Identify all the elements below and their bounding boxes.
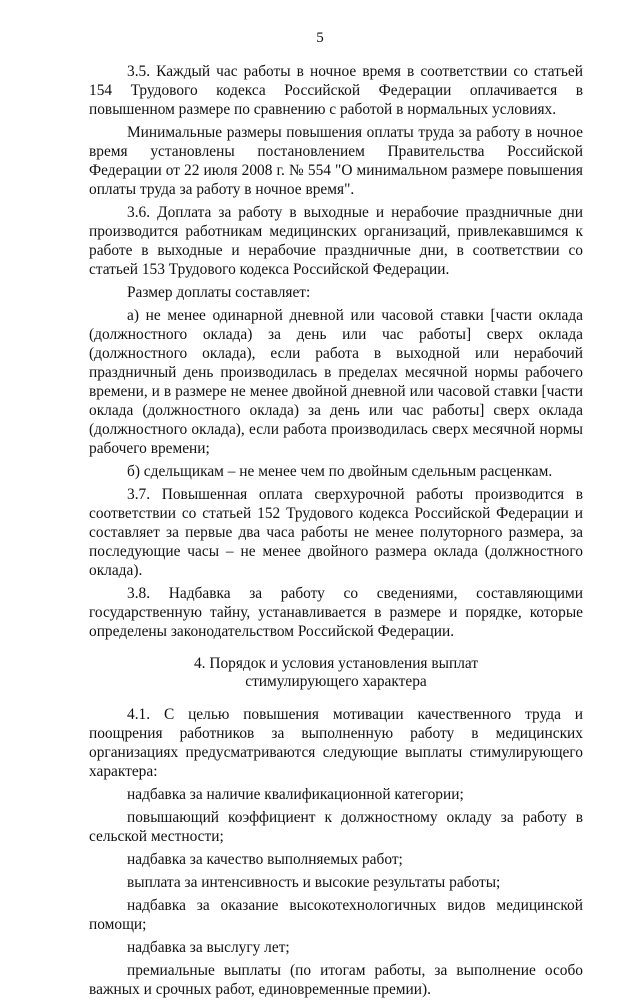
paragraph-4-1: 4.1. С целью повышения мотивации качественного труда и поощрения работников за выполненную работу в медицинских организациях предусматриваются следующие выплаты стимулирующего характера:: [89, 706, 583, 780]
list-item-qualification: надбавка за наличие квалификационной категории;: [127, 786, 464, 803]
list-item-bonuses: премиальные выплаты (по итогам работы, за выполнение особо важных и срочных работ, единовременные премии).: [89, 962, 583, 998]
list-item-quality: надбавка за качество выполняемых работ;: [127, 851, 403, 868]
paragraph-3-6: 3.6. Доплата за работу в выходные и нерабочие праздничные дни производится работникам медицинских организаций, привлекавшимся к работе в выходные и нерабочие праздничные дни, в соответствии со статьей 153 Трудового кодекса Российской Федерации.: [89, 204, 583, 278]
document-body: [89, 62, 583, 1003]
paragraph-surcharge-size: Размер доплаты составляет:: [127, 284, 311, 301]
section-heading-line2: стимулирующего характера: [245, 673, 427, 690]
paragraph-night-minimum: Минимальные размеры повышения оплаты труда за работу в ночное время установлены постановлением Правительства Российской Федерации от 22 июля 2008 г. № 554 "О минимальном размере повышения оплаты труда за работу в ночное время".: [89, 124, 583, 198]
page-number: 5: [316, 30, 324, 46]
paragraph-3-7: 3.7. Повышенная оплата сверхурочной работы производится в соответствии со статьей 152 Трудового кодекса Российской Федерации и составляет за первые два часа работы не менее полуторного размера, за последующие часы – не менее двойного размера оклада (должностного оклада).: [89, 486, 583, 579]
list-item-intensity: выплата за интенсивность и высокие результаты работы;: [127, 874, 501, 891]
paragraph-3-8: 3.8. Надбавка за работу со сведениями, составляющими государственную тайну, устанавливается в размере и порядке, которые определены законодательством Российской Федерации.: [89, 585, 583, 640]
section-heading: [89, 655, 583, 691]
paragraph-3-5: 3.5. Каждый час работы в ночное время в соответствии со статьей 154 Трудового кодекса Российской Федерации оплачивается в повышенном размере по сравнению с работой в нормальных условиях.: [89, 63, 583, 118]
section-heading-line1: 4. Порядок и условия установления выплат: [193, 655, 479, 672]
paragraph-item-b: б) сдельщикам – не менее чем по двойным сдельным расценкам.: [127, 463, 553, 480]
list-item-seniority: надбавка за выслугу лет;: [127, 939, 290, 956]
paragraph-item-a: а) не менее одинарной дневной или часовой ставки [части оклада (должностного оклада) за день или час работы] сверх оклада (должностного оклада), если работа в выходной или нерабочий праздничный день производилась в пределах месячной нормы рабочего времени, и в размере не менее двойной дневной или часовой ставки [части оклада (должностного оклада) за день или час работы] сверх оклада (должностного оклада), если работа производилась сверх месячной нормы рабочего времени;: [89, 307, 583, 457]
list-item-high-tech-care: надбавка за оказание высокотехнологичных видов медицинской помощи;: [89, 897, 583, 933]
list-item-rural-coefficient: повышающий коэффициент к должностному окладу за работу в сельской местности;: [89, 809, 583, 845]
